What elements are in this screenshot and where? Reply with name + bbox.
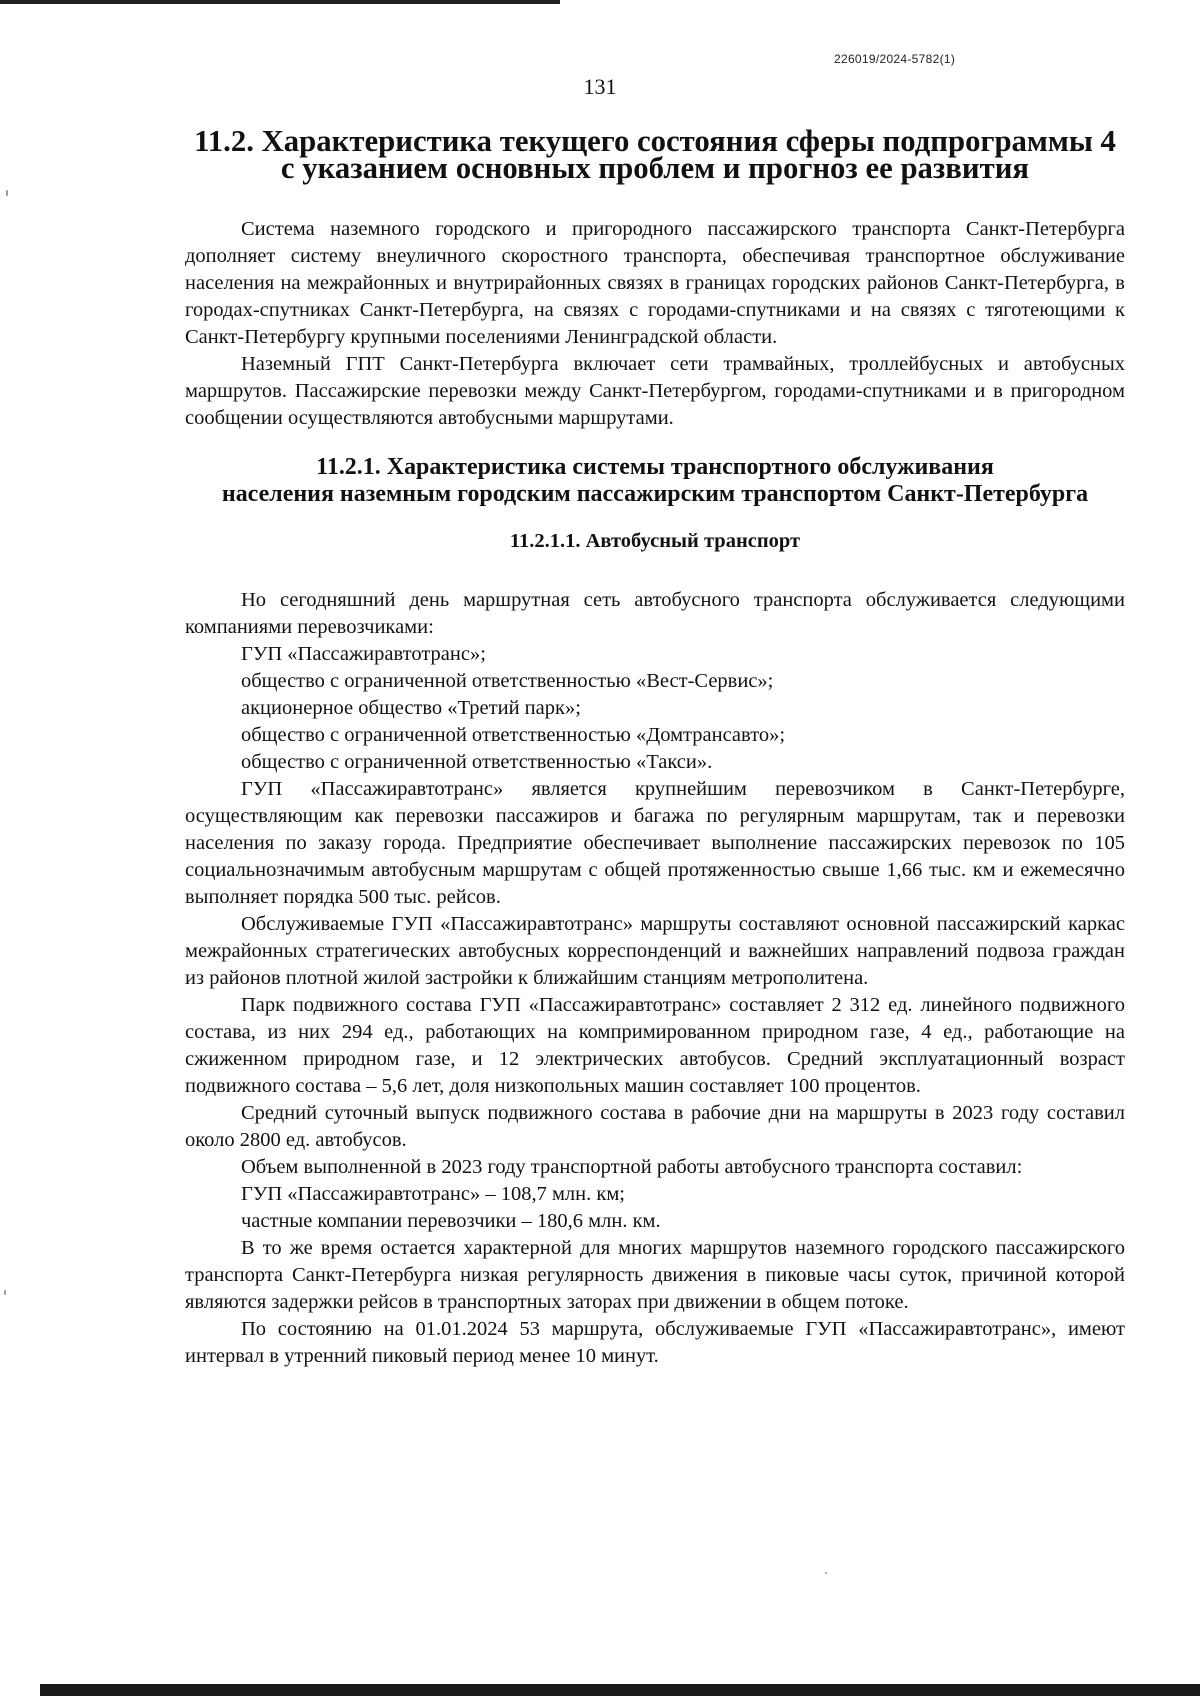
section-heading-11-2-1-1: 11.2.1.1. Автобусный транспорт — [509, 530, 801, 552]
page-number: 131 — [583, 74, 617, 99]
heading-line: 11.2. Характеристика текущего состояния сферы подпрограммы 4 — [194, 124, 1116, 158]
paragraph: Парк подвижного состава ГУП «Пассажиравтотранс» составляет 2 312 ед. линейного подвижного состава, из них 294 ед., работающих на компримированном природном газе, 4 ед., работающие на сжиженном природном газе, и 12 электрических автобусов. Средний эксплуатационный возраст подвижного состава – 5,6 лет, доля низкопольных машин составляет 100 процентов. — [185, 994, 1125, 1097]
section-heading-11-2-1 — [185, 454, 1125, 508]
scan-edge-bottom — [40, 1684, 1200, 1696]
carrier-item: общество с ограниченной ответственностью «Домтрансавто»; — [241, 724, 786, 746]
paragraph: По состоянию на 01.01.2024 53 маршрута, обслуживаемые ГУП «Пассажиравтотранс», имеют интервал в утренний пиковый период менее 10 минут. — [185, 1318, 1125, 1367]
paragraph: Объем выполненной в 2023 году транспортной работы автобусного транспорта составил: — [241, 1156, 1023, 1178]
carrier-item: общество с ограниченной ответственностью «Вест-Сервис»; — [241, 670, 774, 692]
paragraph: Обслуживаемые ГУП «Пассажиравтотранс» маршруты составляют основной пассажирский каркас межрайонных стратегических автобусных корреспонденций и важнейших направлений подвоза граждан из районов плотной жилой застройки к ближайшим станциям метрополитена. — [185, 913, 1125, 989]
carrier-item: ГУП «Пассажиравтотранс»; — [241, 643, 486, 665]
paragraph: Средний суточный выпуск подвижного состава в рабочие дни на маршруты в 2023 году составил около 2800 ед. автобусов. — [185, 1102, 1125, 1151]
paragraph: Наземный ГПТ Санкт-Петербурга включает сети трамвайных, троллейбусных и автобусных маршрутов. Пассажирские перевозки между Санкт-Петербургом, городами-спутниками и в пригородном сообщении осуществляются автобусными маршрутами. — [185, 353, 1125, 429]
carrier-item: общество с ограниченной ответственностью «Такси». — [241, 751, 713, 773]
paragraph: Но сегодняшний день маршрутная сеть автобусного транспорта обслуживается следующими компаниями перевозчиками: — [185, 589, 1125, 638]
document-id: 226019/2024-5782(1) — [834, 52, 956, 66]
heading-line: с указанием основных проблем и прогноз ее развития — [280, 151, 1030, 185]
section-heading-11-2 — [185, 124, 1125, 185]
scan-edge-top — [0, 0, 560, 4]
document-body — [185, 124, 1125, 1370]
volume-item: ГУП «Пассажиравтотранс» – 108,7 млн. км; — [241, 1183, 625, 1205]
volume-item: частные компании перевозчики – 180,6 млн. км. — [241, 1210, 661, 1232]
heading-line: населения наземным городским пассажирским транспортом Санкт-Петербурга — [221, 481, 1089, 507]
scan-speck — [6, 190, 8, 196]
paragraph: В то же время остается характерной для многих маршрутов наземного городского пассажирского транспорта Санкт-Петербурга низкая регулярность движения в пиковые часы суток, причиной которой являются задержки рейсов в транспортных заторах при движении в общем потоке. — [185, 1237, 1125, 1313]
paragraph: ГУП «Пассажиравтотранс» является крупнейшим перевозчиком в Санкт-Петербурге, осуществляющим как перевозки пассажиров и багажа по регулярным маршрутам, так и перевозки населения по заказу города. Предприятие обеспечивает выполнение пассажирских перевозок по 105 социальнозначимым автобусным маршрутам с общей протяженностью свыше 1,66 тыс. км и ежемесячно выполняет порядка 500 тыс. рейсов. — [185, 778, 1125, 908]
scan-speck — [4, 1290, 6, 1295]
scan-speck — [825, 1572, 827, 1574]
carrier-item: акционерное общество «Третий парк»; — [241, 697, 581, 719]
paragraph: Система наземного городского и пригородного пассажирского транспорта Санкт-Петербурга дополняет систему внеуличного скоростного транспорта, обеспечивая транспортное обслуживание населения на межрайонных и внутрирайонных связях в границах городских районов Санкт-Петербурга, в городах-спутниках Санкт-Петербурга, на связях с городами-спутниками и на связях с тяготеющими к Санкт-Петербургу крупными поселениями Ленинградской области. — [185, 218, 1125, 348]
heading-line: 11.2.1. Характеристика системы транспортного обслуживания — [316, 454, 994, 480]
